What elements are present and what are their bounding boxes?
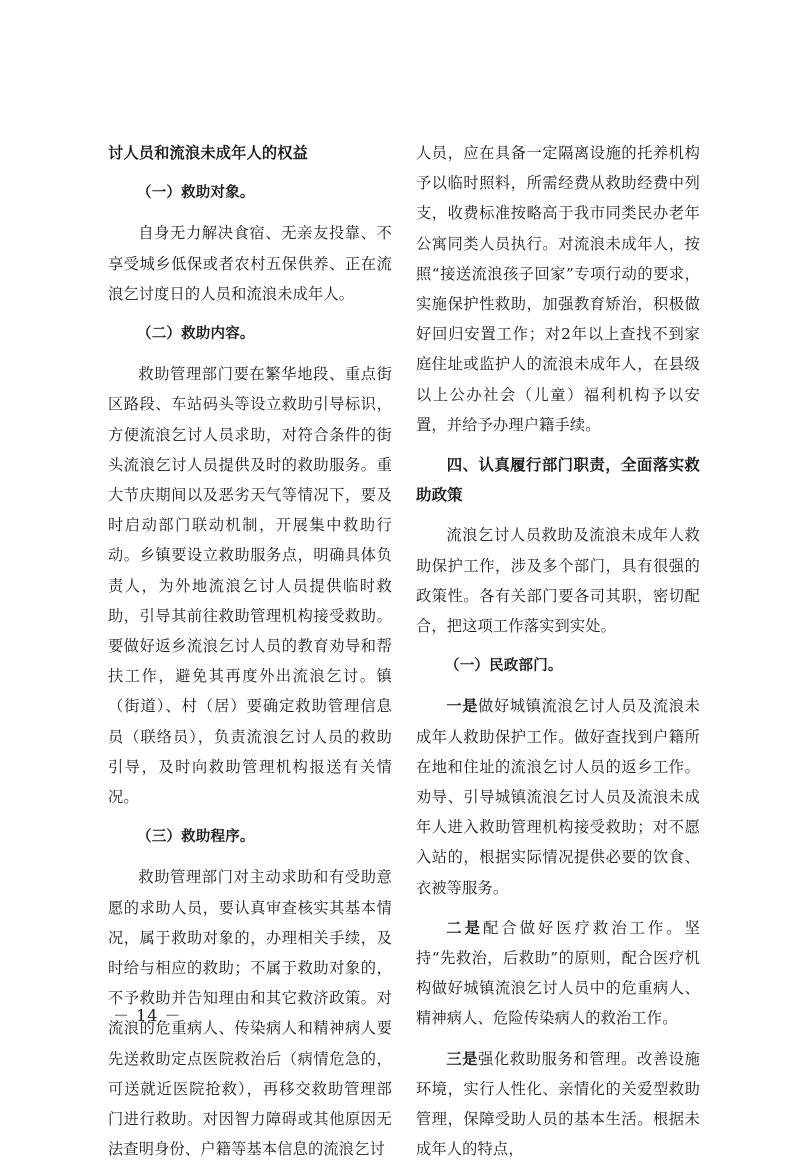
page-number: － 14 － [113,1006,182,1025]
right-column [416,138,700,1165]
item-text-one: 做好城镇流浪乞讨人员及流浪未成年人救助保护工作。做好查找到户籍所在地和住址的流浪乞讨人员的返乡工作。劝导、引导城镇流浪乞讨人员及流浪未成年人进入救助管理机构接受救助；对不愿入站的，根据实际情况提供必要的饮食、衣被等服务。 [416,697,700,897]
main-heading-department-duties: 四、认真履行部门职责，全面落实救助政策 [416,456,700,505]
paragraph-department-intro: 流浪乞讨人员救助及流浪未成年人救助保护工作，涉及多个部门，具有很强的政策性。各有关部门要各司其职，密切配合，把这项工作落实到实处。 [416,526,700,636]
section-heading-civil-affairs: （一）民政部门。 [445,658,563,675]
continued-heading: 讨人员和流浪未成年人的权益 [108,144,309,162]
paragraph-continued: 人员，应在具备一定隔离设施的托养机构予以临时照料，所需经费从救助经费中列支，收费标准按略高于我市同类民办老年公寓同类人员执行。对流浪未成年人，按照“接送流浪孩子回家”专项行动的要求，实施保护性救助，加强教育矫治，积极做好回归安置工作；对2年以上查找不到家庭住址或监护人的流浪未成年人，在县级以上公办社会（儿童）福利机构予以安置，并给予办理户籍手续。 [416,144,700,434]
paragraph-rescue-procedure: 救助管理部门对主动求助和有受助意愿的求助人员，要认真审查核实其基本情况，属于救助对象的，办理相关手续，及时给与相应的救助；不属于救助对象的，不予救助并告知理由和其它救济政策。对流浪的危重病人、传染病人和精神病人要先送救助定点医院救治后（病情危急的，可送就近医院抢救），再移交救助管理部门进行救助。对因智力障碍或其他原因无法查明身份、户籍等基本信息的流浪乞讨 [108,868,392,1159]
section-heading-rescue-objects: （一）救助对象。 [137,185,255,202]
item-lead-one: 一是 [446,697,479,716]
item-lead-three: 三是 [446,1049,479,1068]
paragraph-item-one [416,691,700,902]
item-lead-two: 二是 [446,918,484,937]
paragraph-item-two [416,913,700,1034]
section-heading-rescue-procedure: （三）救助程序。 [137,829,255,846]
paragraph-rescue-content: 救助管理部门要在繁华地段、重点街区路段、车站码头等设立救助引导标识，方便流浪乞讨人员求助，对符合条件的街头流浪乞讨人员提供及时的救助服务。重大节庆期间以及恶劣天气等情况下，要及时启动部门联动机制，开展集中救助行动。乡镇要设立救助服务点，明确具体负责人，为外地流浪乞讨人员提供临时救助，引导其前往救助管理机构接受救助。要做好返乡流浪乞讨人员的教育劝导和帮扶工作，避免其再度外出流浪乞讨。镇（街道）、村（居）要确定救助管理信息员（联络员），负责流浪乞讨人员的救助引导，及时向救助管理机构报送有关情况。 [108,365,392,807]
item-text-two: 配合做好医疗救治工作。坚持“先救治，后救助”的原则，配合医疗机构做好城镇流浪乞讨人员中的危重病人、精神病人、危险传染病人的救治工作。 [416,918,700,1028]
item-text-three: 强化救助服务和管理。改善设施环境，实行人性化、亲情化的关爱型救助管理，保障受助人员的基本生活。根据未成年人的特点， [416,1049,700,1159]
paragraph-rescue-objects: 自身无力解决食宿、无亲友投靠、不享受城乡低保或者农村五保供养、正在流浪乞讨度日的人员和流浪未成年人。 [108,224,392,303]
section-heading-rescue-content: （二）救助内容。 [137,326,255,343]
paragraph-item-three [416,1044,700,1165]
